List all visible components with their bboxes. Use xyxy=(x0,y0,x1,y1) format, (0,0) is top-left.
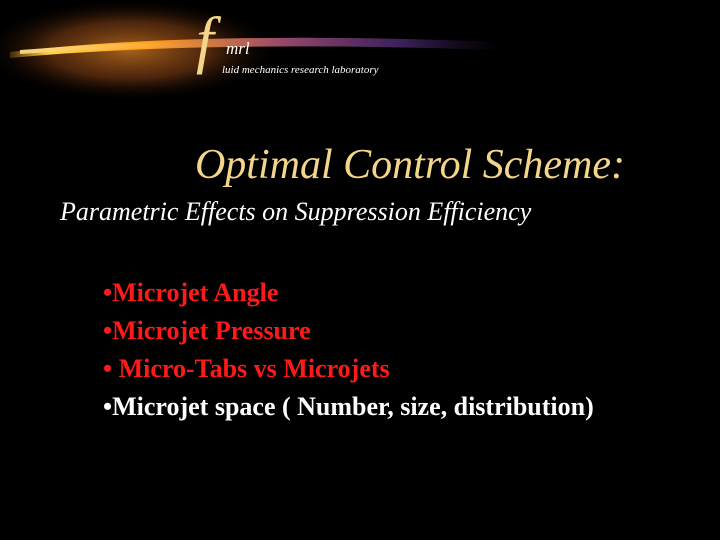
logo-swoosh xyxy=(0,0,720,110)
slide-subtitle: Parametric Effects on Suppression Efficiency xyxy=(60,197,532,226)
logo-tagline: luid mechanics research laboratory xyxy=(222,64,379,76)
slide-title: Optimal Control Scheme: xyxy=(194,142,626,188)
bullet-item: •Microjet Angle xyxy=(103,278,279,307)
bullet-item: •Microjet Pressure xyxy=(103,316,311,345)
bullet-item: •Microjet space ( Number, size, distribution) xyxy=(103,392,594,421)
bullet-list xyxy=(103,274,594,426)
logo-acronym: mrl xyxy=(226,39,250,58)
logo-letter: f xyxy=(196,4,214,75)
bullet-item: • Micro-Tabs vs Microjets xyxy=(103,354,390,383)
